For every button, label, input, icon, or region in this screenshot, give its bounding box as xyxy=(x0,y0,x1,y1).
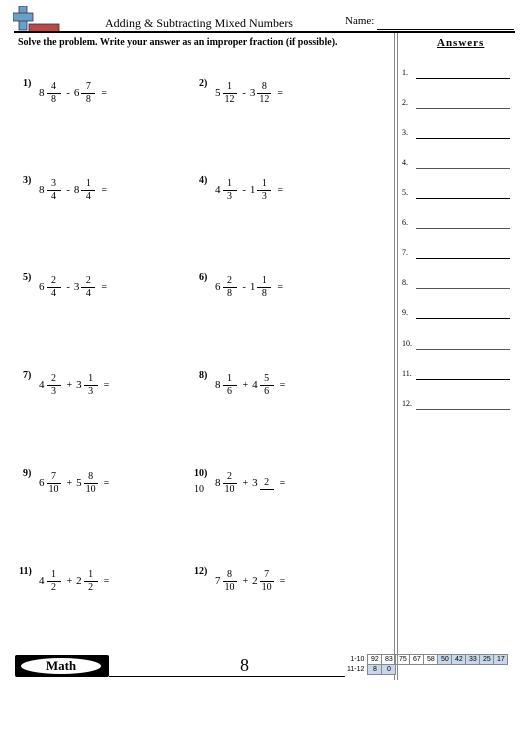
answer-number: 9. xyxy=(402,308,408,317)
denominator: 3 xyxy=(88,385,94,397)
numerator: 1 xyxy=(223,81,237,94)
answer-line[interactable] xyxy=(416,138,510,139)
problem-number: 2) xyxy=(199,78,208,89)
answer-slot[interactable] xyxy=(402,218,512,232)
answer-line[interactable] xyxy=(416,288,510,289)
fraction xyxy=(257,275,271,300)
answer-line[interactable] xyxy=(416,318,510,319)
equals-sign: = xyxy=(279,575,286,587)
numerator: 2 xyxy=(223,471,237,484)
whole-number: 3 xyxy=(76,379,82,391)
operator: - xyxy=(66,281,70,293)
score-cell: 50 xyxy=(438,655,452,665)
problem-1 xyxy=(23,78,183,108)
whole-number: 6 xyxy=(39,281,45,293)
problem-3 xyxy=(23,175,183,205)
problem-number: 6) xyxy=(199,272,208,283)
problem-10 xyxy=(194,468,369,500)
whole-number: 7 xyxy=(215,575,221,587)
numerator: 3 xyxy=(47,178,61,191)
problem-number: 8) xyxy=(199,370,208,381)
answer-column-divider-inner xyxy=(397,33,398,680)
answer-line[interactable] xyxy=(416,168,510,169)
denominator: 3 xyxy=(51,385,56,397)
answer-slot[interactable] xyxy=(402,248,512,262)
fraction xyxy=(223,471,237,496)
answer-slot[interactable] xyxy=(402,339,512,353)
fraction xyxy=(47,373,61,398)
answer-line[interactable] xyxy=(416,228,510,229)
fraction xyxy=(47,81,61,106)
fraction xyxy=(260,569,274,594)
operator: + xyxy=(242,379,249,391)
whole-number: 5 xyxy=(215,87,221,99)
whole-number: 8 xyxy=(39,184,45,196)
name-field-line[interactable] xyxy=(377,29,514,30)
answer-number: 7. xyxy=(402,248,408,257)
answer-slot[interactable] xyxy=(402,369,512,383)
denominator: 12 xyxy=(259,93,270,105)
equals-sign: = xyxy=(101,184,107,196)
name-label: Name: xyxy=(345,15,375,27)
denominator: 10 xyxy=(85,483,96,495)
whole-number: 6 xyxy=(73,87,80,99)
fraction xyxy=(257,178,271,203)
numerator: 4 xyxy=(47,81,61,94)
whole-number: 6 xyxy=(39,477,45,489)
numerator: 7 xyxy=(81,81,95,94)
whole-number: 8 xyxy=(215,477,221,489)
fraction xyxy=(84,373,98,398)
score-row-label: 11-12 xyxy=(347,666,365,673)
whole-number: 3 xyxy=(252,477,258,489)
numerator: 1 xyxy=(257,275,271,288)
denominator: 4 xyxy=(85,190,91,202)
score-cell: 83 xyxy=(382,655,396,665)
whole-number: 2 xyxy=(252,575,258,587)
problem-9 xyxy=(23,468,183,498)
numerator: 1 xyxy=(84,569,98,582)
score-cell: 0 xyxy=(382,665,396,675)
fraction xyxy=(81,81,95,106)
operator: + xyxy=(66,379,73,391)
denominator: 4 xyxy=(85,287,91,299)
problem-number: 5) xyxy=(23,272,32,283)
denominator: 4 xyxy=(51,287,56,299)
whole-number: 8 xyxy=(215,379,221,391)
score-cell: 92 xyxy=(368,655,382,665)
whole-number: 3 xyxy=(249,87,256,99)
whole-number: 4 xyxy=(39,575,45,587)
numerator: 2 xyxy=(47,275,61,288)
operator: - xyxy=(242,87,246,99)
fraction xyxy=(47,178,61,203)
denominator: 4 xyxy=(51,190,56,202)
fraction xyxy=(84,471,98,496)
answer-line[interactable] xyxy=(416,78,510,79)
whole-number: 8 xyxy=(73,184,80,196)
denominator: 8 xyxy=(51,93,56,105)
score-cell: 75 xyxy=(396,655,410,665)
problem-2 xyxy=(199,78,369,108)
equals-sign: = xyxy=(279,477,286,489)
numerator: 8 xyxy=(257,81,271,94)
answer-line[interactable] xyxy=(416,379,510,380)
whole-number: 1 xyxy=(249,281,256,293)
denominator: 10 xyxy=(48,483,59,495)
footer-divider xyxy=(109,676,345,677)
denominator: 2 xyxy=(51,581,56,593)
equals-sign: = xyxy=(103,575,110,587)
numerator: 7 xyxy=(260,569,274,582)
answer-slot[interactable] xyxy=(402,158,512,172)
numerator: 8 xyxy=(223,569,237,582)
answer-number: 6. xyxy=(402,218,408,227)
equals-sign: = xyxy=(277,87,283,99)
answer-line[interactable] xyxy=(416,409,510,410)
fraction xyxy=(81,178,95,203)
numerator: 2 xyxy=(47,373,61,386)
fraction xyxy=(260,477,274,490)
problem-number: 12) xyxy=(194,566,208,577)
score-cell: 17 xyxy=(494,655,508,665)
answer-line[interactable] xyxy=(416,349,510,350)
problem-5 xyxy=(23,272,183,302)
answer-line[interactable] xyxy=(416,198,510,199)
score-table xyxy=(345,654,508,675)
whole-number: 4 xyxy=(215,184,221,196)
score-cell: 33 xyxy=(466,655,480,665)
denominator: 10 xyxy=(261,581,272,593)
fraction xyxy=(223,275,237,300)
answer-line[interactable] xyxy=(416,108,510,109)
problem-4 xyxy=(199,175,369,205)
numerator: 1 xyxy=(84,373,98,386)
fraction xyxy=(223,569,237,594)
answer-slot[interactable] xyxy=(402,68,512,82)
denominator: 6 xyxy=(227,385,232,397)
fraction xyxy=(84,569,98,594)
problem-7 xyxy=(23,370,183,400)
equals-sign: = xyxy=(101,281,107,293)
numerator: 5 xyxy=(260,373,274,386)
problem-number: 10) xyxy=(194,468,208,479)
equals-sign: = xyxy=(279,379,286,391)
numerator: 1 xyxy=(223,178,237,191)
fraction xyxy=(223,373,237,398)
problem-number: 7) xyxy=(23,370,32,381)
numerator: 1 xyxy=(257,178,271,191)
answer-number: 3. xyxy=(402,128,408,137)
answers-heading: Answers xyxy=(437,37,485,49)
denominator: 8 xyxy=(227,287,232,299)
page-number: 8 xyxy=(240,655,249,675)
answer-number: 10. xyxy=(402,339,412,348)
answer-number: 5. xyxy=(402,188,408,197)
fraction xyxy=(47,275,61,300)
operator: - xyxy=(242,184,246,196)
numerator: 1 xyxy=(47,569,61,582)
score-row-label: 1-10 xyxy=(350,656,365,663)
fraction xyxy=(81,275,95,300)
whole-number: 4 xyxy=(252,379,258,391)
whole-number: 5 xyxy=(76,477,82,489)
denominator: 12 xyxy=(224,93,235,105)
problem-number: 11) xyxy=(19,566,32,577)
problem-12 xyxy=(194,566,369,596)
whole-number: 8 xyxy=(39,87,45,99)
answer-number: 4. xyxy=(402,158,408,167)
problem-number: 9) xyxy=(23,468,32,479)
score-cell: 42 xyxy=(452,655,466,665)
numerator: 2 xyxy=(223,275,237,288)
whole-number: 6 xyxy=(215,281,221,293)
problem-8 xyxy=(199,370,369,400)
problem-number: 1) xyxy=(23,78,32,89)
denominator: 3 xyxy=(261,190,267,202)
problem-11 xyxy=(19,566,183,596)
subject-badge xyxy=(15,655,109,677)
denominator: 10 xyxy=(224,483,235,495)
score-cell: 8 xyxy=(368,665,382,675)
numerator: 1 xyxy=(81,178,95,191)
fraction xyxy=(223,81,237,106)
denominator: 8 xyxy=(85,93,91,105)
whole-number: 1 xyxy=(249,184,256,196)
header-divider xyxy=(14,31,515,33)
plus-minus-logo-icon xyxy=(13,6,61,34)
score-cell: 25 xyxy=(480,655,494,665)
fraction xyxy=(47,471,61,496)
fraction xyxy=(260,373,274,398)
whole-number: 4 xyxy=(39,379,45,391)
extra-number: 10 xyxy=(194,484,204,495)
answer-number: 12. xyxy=(402,399,412,408)
score-row-11-12 xyxy=(345,665,508,675)
answer-column-divider xyxy=(394,33,395,680)
answer-slot[interactable] xyxy=(402,308,512,322)
fraction xyxy=(47,569,61,594)
problem-6 xyxy=(199,272,369,302)
problem-number: 3) xyxy=(23,175,32,186)
whole-number: 2 xyxy=(76,575,82,587)
fraction xyxy=(223,178,237,203)
answer-number: 2. xyxy=(402,98,408,107)
operator: + xyxy=(66,477,73,489)
operator: + xyxy=(242,477,249,489)
equals-sign: = xyxy=(101,87,107,99)
operator: - xyxy=(66,184,70,196)
answer-number: 11. xyxy=(402,369,412,378)
answer-slot[interactable] xyxy=(402,278,512,292)
operator: - xyxy=(242,281,246,293)
operator: + xyxy=(66,575,73,587)
answer-slot[interactable] xyxy=(402,128,512,142)
denominator: 6 xyxy=(264,385,270,397)
operator: - xyxy=(66,87,70,99)
answer-line[interactable] xyxy=(416,258,510,259)
numerator: 2 xyxy=(81,275,95,288)
answer-slot[interactable] xyxy=(402,98,512,112)
answer-number: 8. xyxy=(402,278,408,287)
score-row-1-10 xyxy=(345,655,508,665)
equals-sign: = xyxy=(103,477,110,489)
denominator: 10 xyxy=(224,581,235,593)
fraction xyxy=(257,81,271,106)
answer-slot[interactable] xyxy=(402,399,512,413)
numerator: 1 xyxy=(223,373,237,386)
equals-sign: = xyxy=(103,379,110,391)
subject-label: Math xyxy=(21,658,101,674)
numerator: 2 xyxy=(260,477,274,490)
numerator: 7 xyxy=(47,471,61,484)
whole-number: 3 xyxy=(73,281,80,293)
equals-sign: = xyxy=(277,281,283,293)
answer-slot[interactable] xyxy=(402,188,512,202)
denominator: 3 xyxy=(227,190,232,202)
operator: + xyxy=(242,575,249,587)
score-cell: 58 xyxy=(424,655,438,665)
instructions: Solve the problem. Write your answer as an improper fraction (if possible). xyxy=(18,37,338,48)
problem-number: 4) xyxy=(199,175,208,186)
equals-sign: = xyxy=(277,184,283,196)
numerator: 8 xyxy=(84,471,98,484)
answer-number: 1. xyxy=(402,68,408,77)
score-cell: 67 xyxy=(410,655,424,665)
worksheet-title: Adding & Subtracting Mixed Numbers xyxy=(105,16,293,30)
denominator: 8 xyxy=(261,287,267,299)
denominator: 2 xyxy=(88,581,94,593)
